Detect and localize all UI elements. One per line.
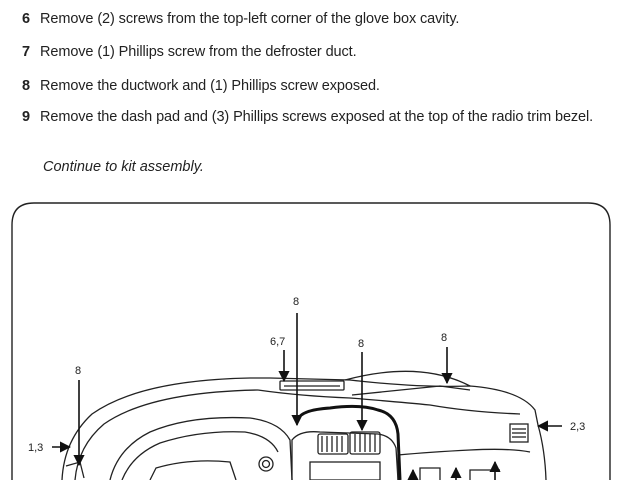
- callout-2-3: 2,3: [570, 421, 586, 433]
- callout-8-right: 8: [441, 332, 448, 344]
- step-text: Remove (1) Phillips screw from the defroster duct.: [40, 44, 357, 60]
- dashboard-diagram: [0, 195, 640, 480]
- callout-8-mid: 8: [358, 338, 365, 350]
- callout-8-left: 8: [75, 365, 82, 377]
- duct-line: [298, 406, 400, 480]
- callout-6-7: 6,7: [270, 336, 286, 348]
- callout-arrows: [52, 313, 562, 480]
- diagram-frame: [12, 203, 610, 480]
- callout-1-3: 1,3: [28, 442, 44, 454]
- continue-note: Continue to kit assembly.: [43, 159, 204, 175]
- dashboard-outline: [62, 371, 546, 480]
- step-number: 8: [22, 78, 30, 94]
- step-number: 9: [22, 109, 30, 125]
- step-number: 7: [22, 44, 30, 60]
- step-number: 6: [22, 11, 30, 27]
- step-text: Remove the dash pad and (3) Phillips screws exposed at the top of the radio trim bezel.: [40, 109, 594, 125]
- step-text: Remove (2) screws from the top-left corner of the glove box cavity.: [40, 11, 460, 27]
- step-text: Remove the ductwork and (1) Phillips screw exposed.: [40, 78, 380, 94]
- callout-8-top: 8: [293, 296, 300, 308]
